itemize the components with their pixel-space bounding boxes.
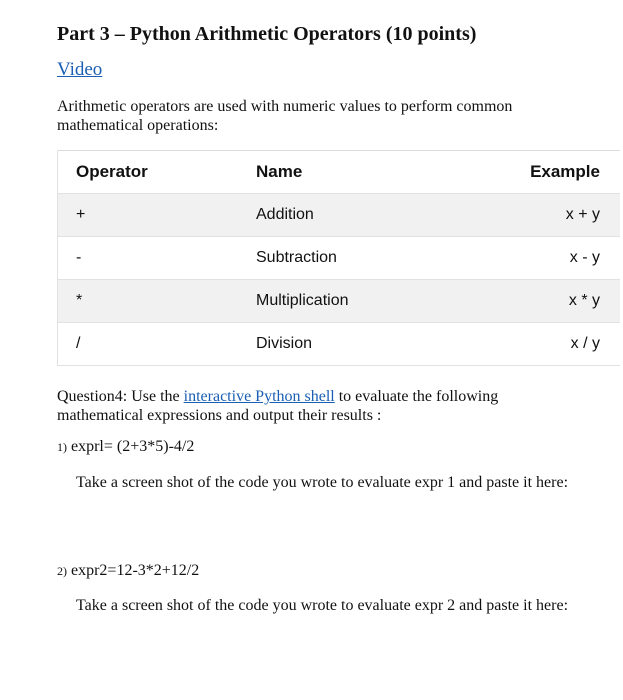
header-example: Example [476,151,620,194]
name-cell: Subtraction [256,237,476,280]
name-cell: Addition [256,194,476,237]
question-paragraph [57,387,577,425]
table-row [58,280,621,323]
expression-text: expr2=12-3*2+12/2 [67,562,200,579]
operators-table [57,150,620,366]
name-cell: Multiplication [256,280,476,323]
page-title: Part 3 – Python Arithmetic Operators (10 points) [57,23,477,45]
name-cell: Division [256,323,476,366]
table-row [58,194,621,237]
operator-cell: * [58,280,257,323]
operator-cell: / [58,323,257,366]
instruction-1: Take a screen shot of the code you wrote to evaluate expr 1 and paste it here: [76,474,569,491]
example-cell: x + y [476,194,620,237]
python-shell-link[interactable]: interactive Python shell [183,388,335,405]
video-link[interactable]: Video [57,59,103,80]
header-name: Name [256,151,476,194]
intro-paragraph: Arithmetic operators are used with numeric values to perform common mathematical operations: [57,98,513,134]
question-text-after: to evaluate the following mathematical expressions and output their results : [57,388,499,424]
table-row [58,323,621,366]
question-text-before: Question4: Use the [57,388,184,405]
header-operator: Operator [58,151,257,194]
instruction-2: Take a screen shot of the code you wrote to evaluate expr 2 and paste it here: [76,597,569,614]
example-cell: x - y [476,237,620,280]
expression-2 [57,561,199,581]
expression-text: exprl= (2+3*5)-4/2 [67,438,195,455]
expression-1 [57,437,194,457]
item-number: 2) [57,564,67,578]
item-number: 1) [57,440,67,454]
operator-cell: - [58,237,257,280]
table-row [58,237,621,280]
example-cell: x / y [476,323,620,366]
operator-cell: + [58,194,257,237]
example-cell: x * y [476,280,620,323]
table-header-row [58,151,621,194]
